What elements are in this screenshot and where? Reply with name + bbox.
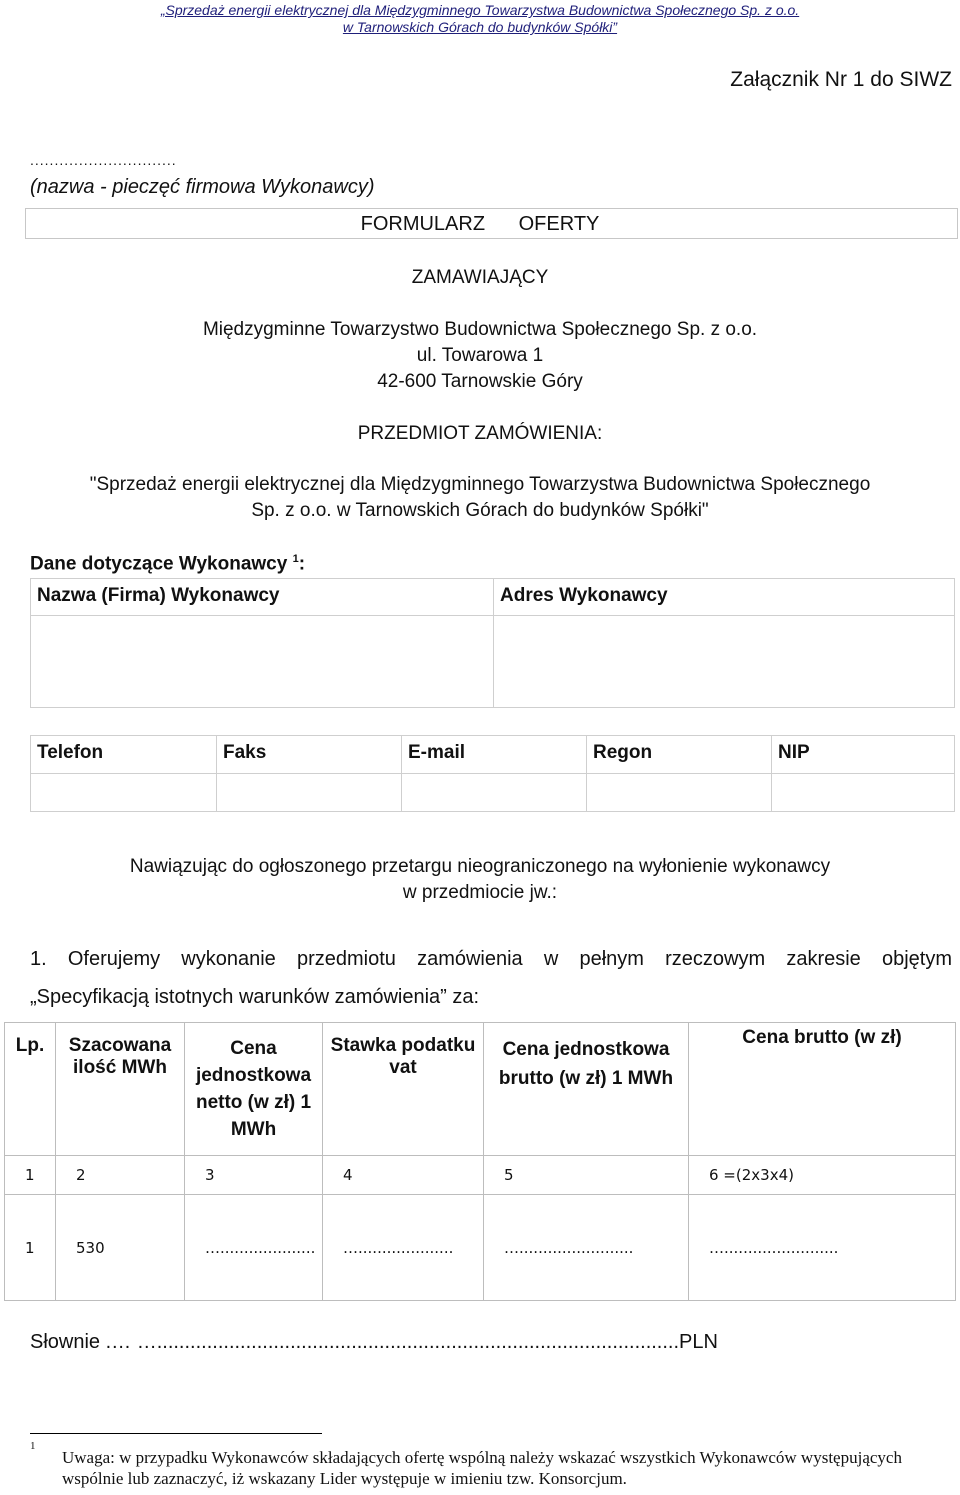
num-cell: 2 (56, 1156, 185, 1195)
col-vat-rate: Stawka podatku vat (323, 1023, 484, 1156)
row-net-price-field[interactable]: ….................... (185, 1195, 323, 1301)
stamp-dots: .............................. (30, 152, 177, 168)
contractor-name-header: Nazwa (Firma) Wykonawcy (31, 579, 494, 616)
intro-line2: w przedmiocie jw.: (402, 882, 558, 903)
col-gross-total: Cena brutto (w zł) (689, 1023, 956, 1156)
num-cell: 1 (5, 1156, 56, 1195)
amount-in-words[interactable]: Słownie .… …..............................................................................................PLN (30, 1331, 718, 1353)
num-cell: 3 (185, 1156, 323, 1195)
buyer-name: Międzygminne Towarzystwo Budownictwa Społecznego Sp. z o.o. (202, 319, 758, 340)
col-gross-price: Cena jednostkowa brutto (w zł) 1 MWh (484, 1023, 689, 1156)
nip-header: NIP (772, 736, 955, 774)
row-vat-field[interactable]: ….................... (323, 1195, 484, 1301)
footnote-text: Uwaga: w przypadku Wykonawców składających ofertę wspólną należy wskazać wszystkich Wykonawców występujących wspólnie lub zaznaczyć, iż wskazany Lider występuje w imieniu tzw. Konsorcjum. (62, 1448, 902, 1488)
subject-line1: "Sprzedaż energii elektrycznej dla Międzygminnego Towarzystwa Budownictwa Społecznego (89, 474, 871, 495)
num-cell: 5 (484, 1156, 689, 1195)
contractor-name-table (30, 578, 955, 708)
footnote-number: 1 (30, 1440, 36, 1452)
buyer-street: ul. Towarowa 1 (416, 345, 544, 366)
email-field[interactable] (402, 774, 587, 812)
phone-field[interactable] (31, 774, 217, 812)
running-header-line1: „Sprzedaż energii elektrycznej dla Międzygminnego Towarzystwa Budownictwa Społecznego Sp. z o.o. (160, 2, 800, 18)
offer-line1: 1. Oferujemy wykonanie przedmiotu zamówienia w pełnym rzeczowym zakresie objętym (30, 948, 952, 970)
num-cell: 6 =(2x3x4) (689, 1156, 956, 1195)
row-lp: 1 (5, 1195, 56, 1301)
col-net-price: Cena jednostkowa netto (w zł) 1 MWh (185, 1023, 323, 1156)
contractor-address-header: Adres Wykonawcy (494, 579, 955, 616)
contractor-contact-table (30, 735, 955, 812)
attachment-label: Załącznik Nr 1 do SIWZ (730, 68, 952, 91)
footnote-separator (30, 1433, 322, 1434)
fax-header: Faks (217, 736, 402, 774)
row-quantity: 530 (56, 1195, 185, 1301)
price-table (4, 1022, 956, 1301)
regon-field[interactable] (587, 774, 772, 812)
num-cell: 4 (323, 1156, 484, 1195)
col-quantity: Szacowana ilość MWh (56, 1023, 185, 1156)
buyer-heading: ZAMAWIAJĄCY (411, 267, 549, 288)
contractor-name-field[interactable] (31, 616, 494, 708)
row-gross-total-field[interactable]: …........................ (689, 1195, 956, 1301)
contractor-address-field[interactable] (494, 616, 955, 708)
fax-field[interactable] (217, 774, 402, 812)
phone-header: Telefon (31, 736, 217, 774)
email-header: E-mail (402, 736, 587, 774)
footnote-ref: 1 (292, 553, 299, 565)
regon-header: Regon (587, 736, 772, 774)
row-gross-price-field[interactable]: …........................ (484, 1195, 689, 1301)
nip-field[interactable] (772, 774, 955, 812)
running-header-line2: w Tarnowskich Górach do budynków Spółki” (342, 19, 618, 35)
subject-line2: Sp. z o.o. w Tarnowskich Górach do budynków Spółki" (251, 500, 709, 521)
contractor-heading: Dane dotyczące Wykonawcy $^1$: (30, 553, 306, 575)
buyer-city: 42-600 Tarnowskie Góry (377, 371, 583, 392)
form-title-word1: FORMULARZ (360, 213, 486, 235)
stamp-label: (nazwa - pieczęć firmowa Wykonawcy) (30, 176, 375, 198)
form-title-word2: OFERTY (518, 213, 600, 235)
form-title (0, 213, 960, 236)
intro-line1: Nawiązując do ogłoszonego przetargu nieograniczonego na wyłonienie wykonawcy (129, 856, 831, 877)
subject-heading: PRZEDMIOT ZAMÓWIENIA: (357, 423, 603, 444)
offer-line2: „Specyfikacją istotnych warunków zamówienia” za: (30, 986, 480, 1008)
col-lp: Lp. (5, 1023, 56, 1156)
